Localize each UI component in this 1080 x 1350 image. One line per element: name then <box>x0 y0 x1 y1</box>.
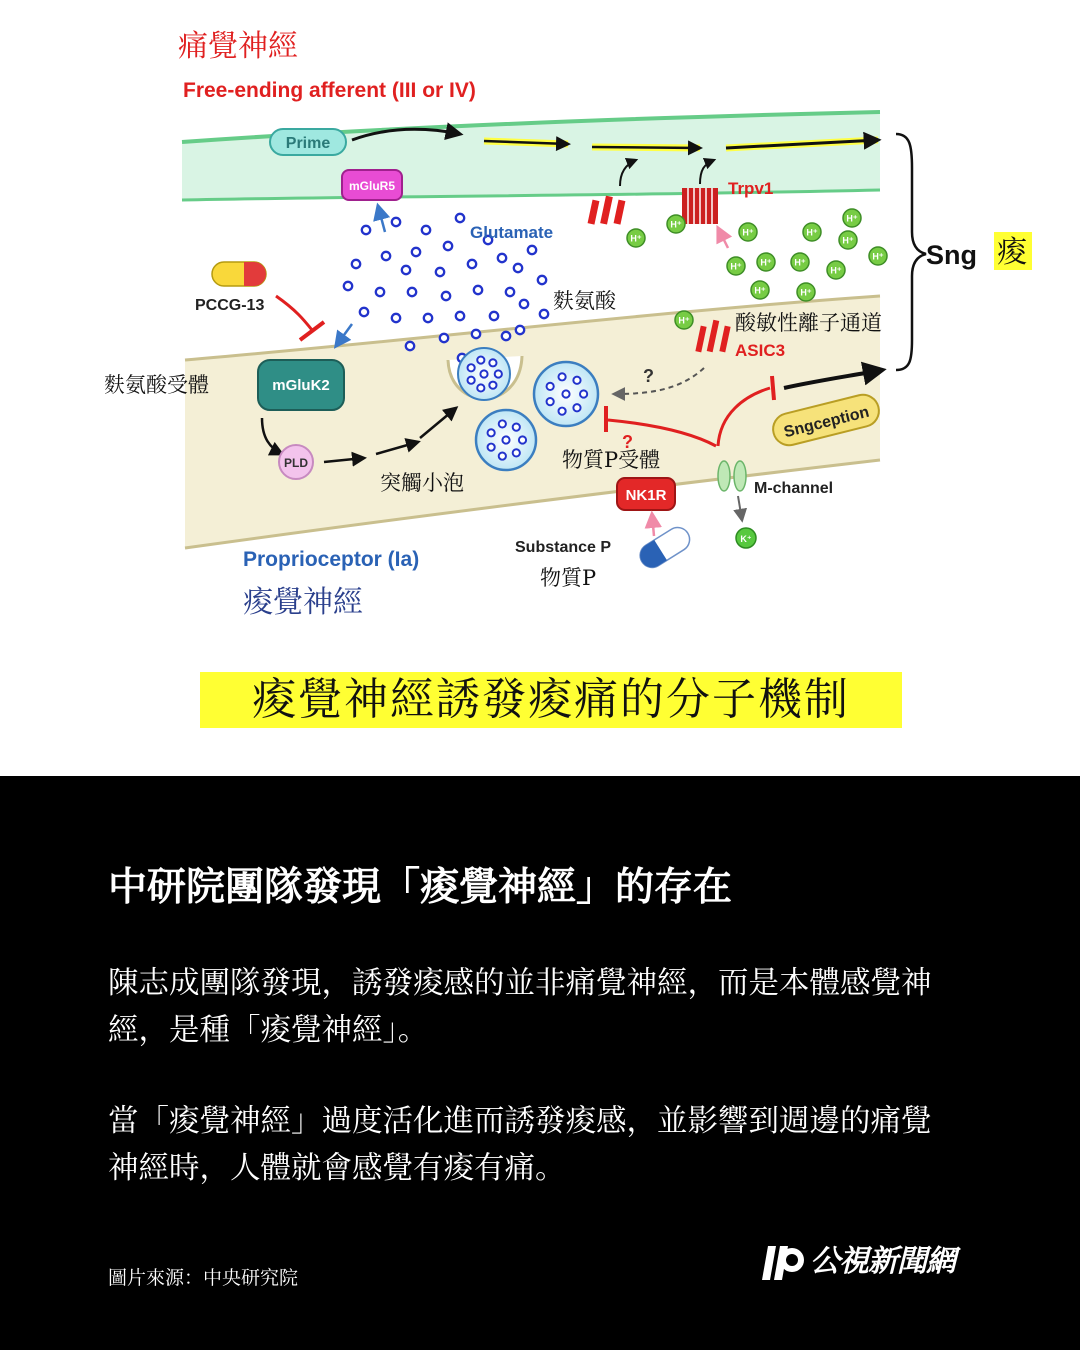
pain-nerve-title: 痛覺神經 <box>178 29 298 64</box>
glutamate-dot <box>376 288 384 296</box>
article-panel <box>0 776 1080 1350</box>
vesicle-glutamate-dot <box>547 383 554 390</box>
proton-ion-label: H⁺ <box>846 213 858 224</box>
vesicle-glutamate-dot <box>562 390 569 397</box>
prime-label: Prime <box>285 135 331 152</box>
pccg13-inhibit-line <box>276 296 312 330</box>
proton-ion-label: H⁺ <box>842 235 854 246</box>
vesicle-glutamate-dot <box>547 398 554 405</box>
glutamate-dot <box>360 308 368 316</box>
glutamate-dot <box>392 314 400 322</box>
proton-ion-label: H⁺ <box>872 251 884 262</box>
pld-label: PLD <box>284 456 308 470</box>
glutamate-dot <box>406 342 414 350</box>
asic3-label: ASIC3 <box>735 341 786 360</box>
vesicle-glutamate-dot <box>499 452 506 459</box>
pts-news-logo <box>760 1238 980 1288</box>
glutamate-dot <box>506 288 514 296</box>
sng-label: Sng <box>926 240 977 270</box>
proton-ion-label: H⁺ <box>678 315 690 326</box>
m-channel-label: M-channel <box>754 480 834 497</box>
docked-vesicle <box>458 348 510 400</box>
proton-to-trpv1-arrow <box>718 228 728 248</box>
glutamate-dot <box>514 264 522 272</box>
pccg13-pill <box>212 262 266 286</box>
glutamate-to-mglur5-arrow <box>378 206 385 232</box>
proton-ion-label: H⁺ <box>754 285 766 296</box>
image-credit: 圖片來源：中央研究院 <box>108 1267 299 1289</box>
vesicle-glutamate-dot <box>477 356 484 363</box>
question-mark-upper: ? <box>643 366 654 386</box>
sng-zh-label: 痠 <box>997 235 1027 270</box>
synaptic-vesicle-upper <box>534 362 598 426</box>
article-paragraph-1: 陳志成團隊發現，誘發痠感的並非痛覺神經，而是本體感覺神經，是種「痠覺神經」。 <box>108 966 932 1048</box>
glutamate-dot <box>498 254 506 262</box>
trpv1-label: Trpv1 <box>728 179 774 198</box>
pts-logo-icon <box>760 1238 810 1288</box>
glutamate-dot <box>412 248 420 256</box>
mgluk2-label: mGluK2 <box>272 377 330 394</box>
pain-nerve-asic-channel <box>588 196 626 225</box>
synaptic-vesicle-zh-label: 突觸小泡 <box>380 471 464 495</box>
figure-caption: 痠覺神經誘發痠痛的分子機制 <box>252 674 850 725</box>
vesicle-glutamate-dot <box>558 373 565 380</box>
article-headline: 中研院團隊發現「痠覺神經」的存在 <box>108 865 733 910</box>
sngception-label: Sngception <box>782 403 871 442</box>
glutamate-to-mgluk2-arrow <box>336 324 352 346</box>
glutamate-dot <box>516 326 524 334</box>
proton-ion-label: H⁺ <box>670 219 682 230</box>
glutamate-dot <box>456 214 464 222</box>
glutamate-label: Glutamate <box>470 223 554 242</box>
glutamate-dot <box>456 312 464 320</box>
article-paragraph-2: 當「痠覺神經」過度活化進而誘發痠感，並影響到週邊的痛覺神經時，人體就會感覺有痠有痛。 <box>108 1104 932 1186</box>
proton-ion-label: H⁺ <box>742 227 754 238</box>
substance-p-label: Substance P <box>515 539 612 556</box>
substance-p-to-nk1r-arrow <box>652 514 654 536</box>
vesicle-glutamate-dot <box>499 420 506 427</box>
mchannel-inhibit-sngception-bar <box>772 376 774 400</box>
proton-ion-label: H⁺ <box>800 287 812 298</box>
acid-channel-zh-label: 酸敏性離子通道 <box>735 311 882 335</box>
sore-nerve-label: 痠覺神經 <box>243 585 363 620</box>
glutamate-dot <box>468 260 476 268</box>
substance-p-pill <box>636 523 695 572</box>
vesicle-glutamate-dot <box>519 436 526 443</box>
glutamate-dot <box>362 226 370 234</box>
glutamate-dot <box>344 282 352 290</box>
glutamate-dot <box>408 288 416 296</box>
vesicle-glutamate-dot <box>488 429 495 436</box>
proton-ion-label: H⁺ <box>630 233 642 244</box>
glutamate-dot <box>442 292 450 300</box>
glutamate-receptor-zh-label: 麩氨酸受體 <box>104 373 209 397</box>
vesicle-glutamate-dot <box>489 359 496 366</box>
vesicle-glutamate-dot <box>502 436 509 443</box>
glutamate-dot <box>436 268 444 276</box>
glutamate-dot <box>538 276 546 284</box>
vesicle-glutamate-dot <box>489 382 496 389</box>
glutamate-dot <box>490 312 498 320</box>
glutamate-dot <box>528 246 536 254</box>
pts-logo-text: 公視新聞網 <box>810 1244 955 1279</box>
glutamate-dot <box>540 310 548 318</box>
substance-p-receptor-zh-label: 物質P受體 <box>562 448 661 472</box>
vesicle-glutamate-dot <box>513 423 520 430</box>
glutamate-dot <box>520 300 528 308</box>
glutamate-zh-label: 麩氨酸 <box>553 289 616 313</box>
potassium-label: K⁺ <box>740 534 752 544</box>
vesicle-glutamate-dot <box>573 404 580 411</box>
vesicle-glutamate-dot <box>468 377 475 384</box>
mglur5-label: mGluR5 <box>348 179 396 193</box>
proton-ion-label: H⁺ <box>794 257 806 268</box>
glutamate-dot <box>382 252 390 260</box>
pccg13-inhibit-bar <box>300 322 324 340</box>
vesicle-glutamate-dot <box>468 364 475 371</box>
synaptic-vesicle-lower <box>476 410 536 470</box>
proton-ion-label: H⁺ <box>760 257 772 268</box>
signal-arrow-2 <box>592 147 700 148</box>
glutamate-dot <box>474 286 482 294</box>
vesicle-glutamate-dot <box>488 444 495 451</box>
mchannel-to-k-arrow <box>738 496 742 520</box>
vesicle-glutamate-dot <box>573 377 580 384</box>
glutamate-dot <box>472 330 480 338</box>
free-ending-afferent-label: Free-ending afferent (III or IV) <box>183 79 476 102</box>
proprioceptor-label: Proprioceptor (Ia) <box>243 548 420 571</box>
glutamate-dot <box>444 242 452 250</box>
substance-p-zh-label: 物質P <box>540 566 597 590</box>
vesicle-glutamate-dot <box>477 384 484 391</box>
vesicle-glutamate-dot <box>558 408 565 415</box>
nk1r-label: NK1R <box>625 487 667 504</box>
vesicle-glutamate-dot <box>580 390 587 397</box>
pccg13-label: PCCG-13 <box>195 297 265 314</box>
vesicle-glutamate-dot <box>480 370 487 377</box>
proton-ion-label: H⁺ <box>830 265 842 276</box>
vesicle-glutamate-dot <box>513 449 520 456</box>
glutamate-dot <box>352 260 360 268</box>
sng-brace <box>896 134 926 370</box>
glutamate-dot <box>440 334 448 342</box>
glutamate-dot <box>424 314 432 322</box>
glutamate-dot <box>402 266 410 274</box>
glutamate-dot <box>392 218 400 226</box>
glutamate-dot <box>502 332 510 340</box>
trpv1-channel <box>682 188 718 224</box>
vesicle-glutamate-dot <box>495 370 502 377</box>
question-mark-lower: ? <box>622 432 633 452</box>
glutamate-dot <box>422 226 430 234</box>
proton-ion-label: H⁺ <box>806 227 818 238</box>
proton-ion-label: H⁺ <box>730 261 742 272</box>
